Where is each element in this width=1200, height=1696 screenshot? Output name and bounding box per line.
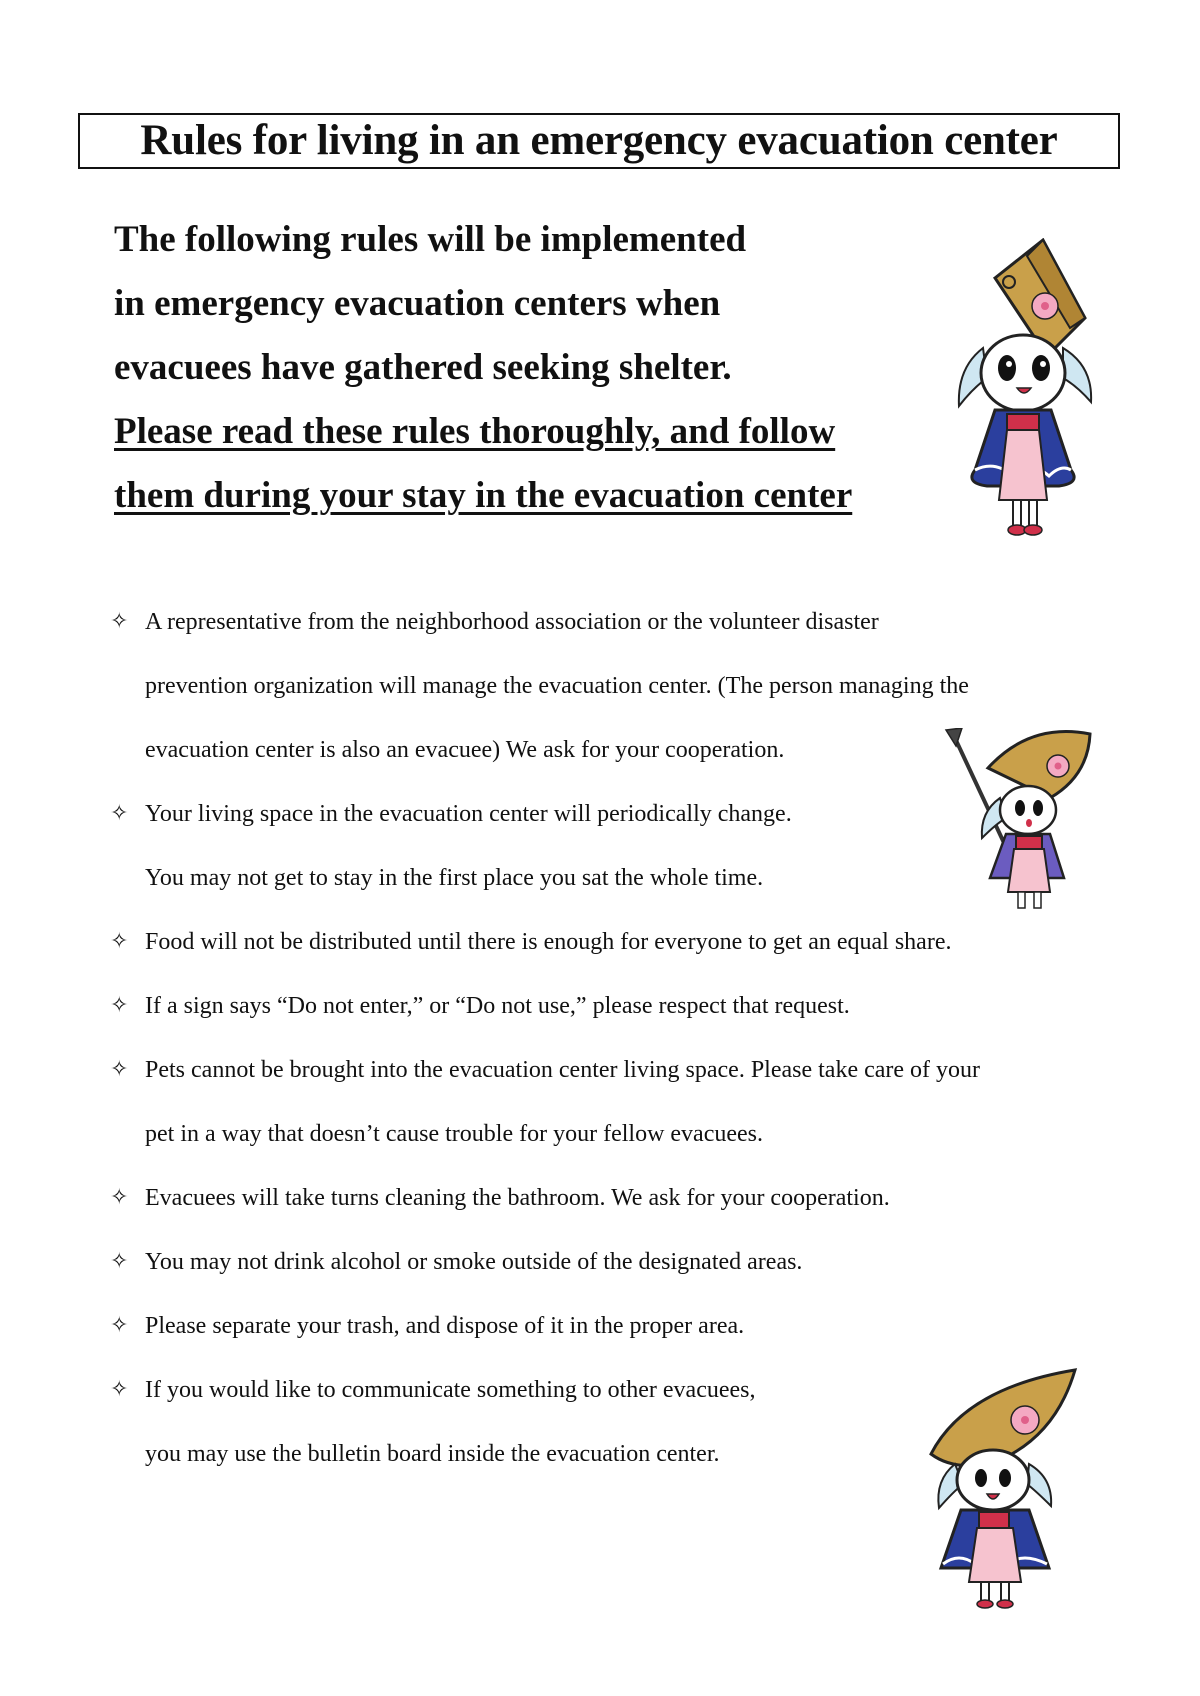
star-bullet-icon: ✧	[110, 929, 129, 954]
rule-text: Pets cannot be brought into the evacuation center living space. Please take care of your pet in a way that doesn’t cause trouble for your fellow evacuees.	[145, 1057, 981, 1147]
rule-item	[110, 1166, 1140, 1230]
star-bullet-icon: ✧	[110, 1249, 129, 1274]
star-bullet-icon: ✧	[110, 1057, 129, 1082]
star-bullet-icon: ✧	[110, 1313, 129, 1338]
star-bullet-icon: ✧	[110, 609, 129, 634]
rule-item	[110, 1230, 1140, 1294]
intro-line: in emergency evacuation centers when	[114, 283, 721, 324]
rule-text: Food will not be distributed until there is enough for everyone to get an equal share.	[145, 929, 952, 955]
page-title: Rules for living in an emergency evacuation center	[78, 113, 1120, 169]
rule-item	[110, 910, 1140, 974]
intro-emphasis-line: them during your stay in the evacuation center	[114, 475, 853, 516]
rule-text: Please separate your trash, and dispose of it in the proper area.	[145, 1313, 745, 1339]
rule-text: If a sign says “Do not enter,” or “Do not use,” please respect that request.	[145, 993, 850, 1019]
rule-text: Evacuees will take turns cleaning the bathroom. We ask for your cooperation.	[145, 1185, 890, 1211]
mascot-standing-illustration	[935, 238, 1115, 543]
rules-list	[110, 590, 1140, 1486]
rule-text: A representative from the neighborhood association or the volunteer disaster prevention organization will manage the evacuation center. (The person managing the evacuation center is also an evacuee) We ask for your cooperation.	[145, 609, 969, 763]
mascot-waving-illustration	[925, 1368, 1085, 1610]
mascot-with-spear-illustration	[940, 728, 1100, 913]
rule-item	[110, 1294, 1140, 1358]
rule-text: Your living space in the evacuation center will periodically change. You may not get to stay in the first place you sat the whole time.	[145, 801, 792, 891]
intro-line: evacuees have gathered seeking shelter.	[114, 347, 732, 388]
star-bullet-icon: ✧	[110, 993, 129, 1018]
intro-text	[114, 208, 954, 528]
star-bullet-icon: ✧	[110, 801, 129, 826]
star-bullet-icon: ✧	[110, 1377, 129, 1402]
rule-item	[110, 1038, 1140, 1166]
rule-text: If you would like to communicate something to other evacuees, you may use the bulletin board inside the evacuation center.	[145, 1377, 756, 1467]
intro-line: The following rules will be implemented	[114, 219, 747, 260]
star-bullet-icon: ✧	[110, 1185, 129, 1210]
rule-text: You may not drink alcohol or smoke outside of the designated areas.	[145, 1249, 803, 1275]
rule-item	[110, 974, 1140, 1038]
intro-emphasis-line: Please read these rules thoroughly, and follow	[114, 411, 836, 452]
